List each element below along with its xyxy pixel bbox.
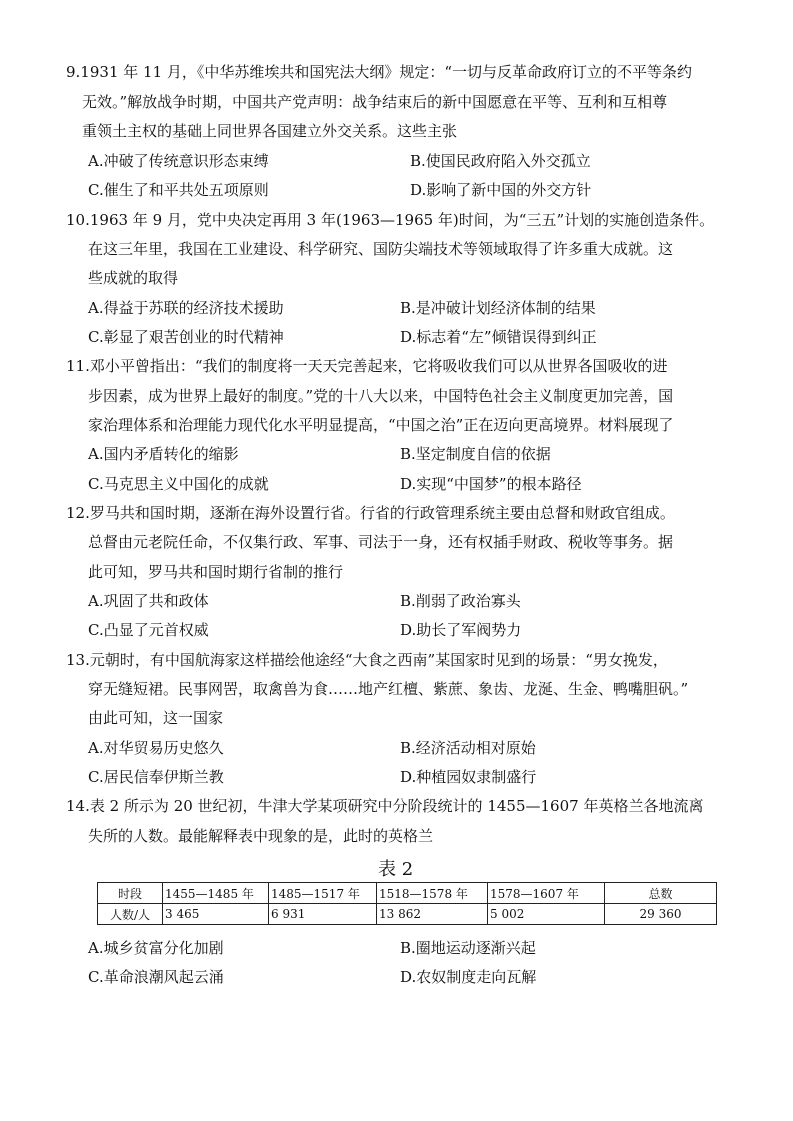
question-12-option-c[interactable]: C.凸显了元首权威 — [88, 621, 209, 639]
question-9-option-c[interactable]: C.催生了和平共处五项原则 — [88, 181, 269, 199]
table-cell: 29 360 — [605, 904, 717, 925]
question-10-option-c[interactable]: C.彰显了艰苦创业的时代精神 — [88, 328, 284, 346]
question-12-line-1: 12.罗马共和国时期，逐渐在海外设置行省。行省的行政管理系统主要由总督和财政官组成。 — [66, 504, 675, 522]
question-11-line-3: 家治理体系和治理能力现代化水平明显提高，“中国之治”正在迈向更高境界。材料展现了 — [88, 416, 674, 434]
table-cell: 5 002 — [488, 904, 605, 925]
question-12-option-b[interactable]: B.削弱了政治寡头 — [400, 592, 521, 610]
question-13-line-2: 穿无缝短裙。民事网罟，取禽兽为食……地产红檀、紫蔗、象齿、龙涎、生金、鸭嘴胆矾。” — [88, 680, 689, 698]
table-header-cell: 总数 — [605, 883, 717, 904]
question-9-line-1: 9.1931 年 11 月，《中华苏维埃共和国宪法大纲》规定：“一切与反革命政府订立的不平等条约 — [66, 63, 693, 81]
question-11-option-d[interactable]: D.实现“中国梦”的根本路径 — [400, 475, 582, 493]
question-14-line-1: 14.表 2 所示为 20 世纪初，牛津大学某项研究中分阶段统计的 1455—1607 年英格兰各地流离 — [66, 797, 704, 815]
question-12-line-3: 此可知，罗马共和国时期行省制的推行 — [88, 563, 344, 581]
question-14-line-2: 失所的人数。最能解释表中现象的是，此时的英格兰 — [88, 827, 434, 845]
table-header-cell: 1578—1607 年 — [488, 883, 605, 904]
question-9-line-2: 无效。”解放战争时期，中国共产党声明：战争结束后的新中国愿意在平等、互利和互相尊 — [82, 93, 668, 111]
table-cell: 13 862 — [377, 904, 488, 925]
table-header-row — [98, 883, 717, 904]
data-table — [97, 882, 717, 925]
question-10-line-1: 10.1963 年 9 月，党中央决定再用 3 年(1963—1965 年)时间，为“三五”计划的实施创造条件。 — [66, 211, 715, 229]
question-14-option-b[interactable]: B.圈地运动逐渐兴起 — [400, 939, 536, 957]
question-9-line-3: 重领土主权的基础上同世界各国建立外交关系。这些主张 — [82, 122, 458, 140]
question-12-option-d[interactable]: D.助长了军阀势力 — [400, 621, 522, 639]
question-12-line-2: 总督由元老院任命，不仅集行政、军事、司法于一身，还有权插手财政、税收等事务。据 — [88, 533, 674, 551]
question-9-option-d[interactable]: D.影响了新中国的外交方针 — [410, 181, 592, 199]
question-9-option-a[interactable]: A.冲破了传统意识形态束缚 — [88, 152, 269, 170]
question-14-option-c[interactable]: C.革命浪潮风起云涌 — [88, 968, 224, 986]
question-9-option-b[interactable]: B.使国民政府陷入外交孤立 — [410, 152, 591, 170]
question-13-option-c[interactable]: C.居民信奉伊斯兰教 — [88, 768, 224, 786]
question-11-line-2: 步因素，成为世界上最好的制度。”党的十八大以来，中国特色社会主义制度更加完善，国 — [88, 387, 674, 405]
question-13-option-b[interactable]: B.经济活动相对原始 — [400, 739, 536, 757]
question-13-line-3: 由此可知，这一国家 — [88, 709, 224, 727]
table-header-cell: 1455—1485 年 — [163, 883, 269, 904]
question-11-option-b[interactable]: B.坚定制度自信的依据 — [400, 445, 551, 463]
question-11-line-1: 11.邓小平曾指出：“我们的制度将一天天完善起来，它将吸收我们可以从世界各国吸收的进 — [66, 357, 668, 375]
question-10-line-2: 在这三年里，我国在工业建设、科学研究、国防尖端技术等领域取得了许多重大成就。这 — [88, 240, 674, 258]
question-10-option-b[interactable]: B.是冲破计划经济体制的结果 — [400, 299, 596, 317]
question-14-option-d[interactable]: D.农奴制度走向瓦解 — [400, 968, 537, 986]
table-cell: 3 465 — [163, 904, 269, 925]
question-10-option-a[interactable]: A.得益于苏联的经济技术援助 — [88, 299, 284, 317]
question-10-option-d[interactable]: D.标志着“左”倾错误得到纠正 — [400, 328, 597, 346]
question-11-option-a[interactable]: A.国内矛盾转化的缩影 — [88, 445, 239, 463]
table-cell: 6 931 — [269, 904, 377, 925]
table-cell: 人数/人 — [98, 904, 163, 925]
question-13-option-a[interactable]: A.对华贸易历史悠久 — [88, 739, 224, 757]
question-11-option-c[interactable]: C.马克思主义中国化的成就 — [88, 475, 269, 493]
question-10-line-3: 些成就的取得 — [88, 269, 179, 287]
table-header-cell: 时段 — [98, 883, 163, 904]
question-14-option-a[interactable]: A.城乡贫富分化加剧 — [88, 939, 224, 957]
question-13-line-1: 13.元朝时，有中国航海家这样描绘他途经“大食之西南”某国家时见到的场景：“男女挽发， — [66, 651, 668, 669]
table-header-cell: 1485—1517 年 — [269, 883, 377, 904]
question-13-option-d[interactable]: D.种植园奴隶制盛行 — [400, 768, 537, 786]
question-12-option-a[interactable]: A.巩固了共和政体 — [88, 592, 209, 610]
table-header-cell: 1518—1578 年 — [377, 883, 488, 904]
table-row — [98, 904, 717, 925]
table-caption: 表 2 — [378, 859, 414, 880]
